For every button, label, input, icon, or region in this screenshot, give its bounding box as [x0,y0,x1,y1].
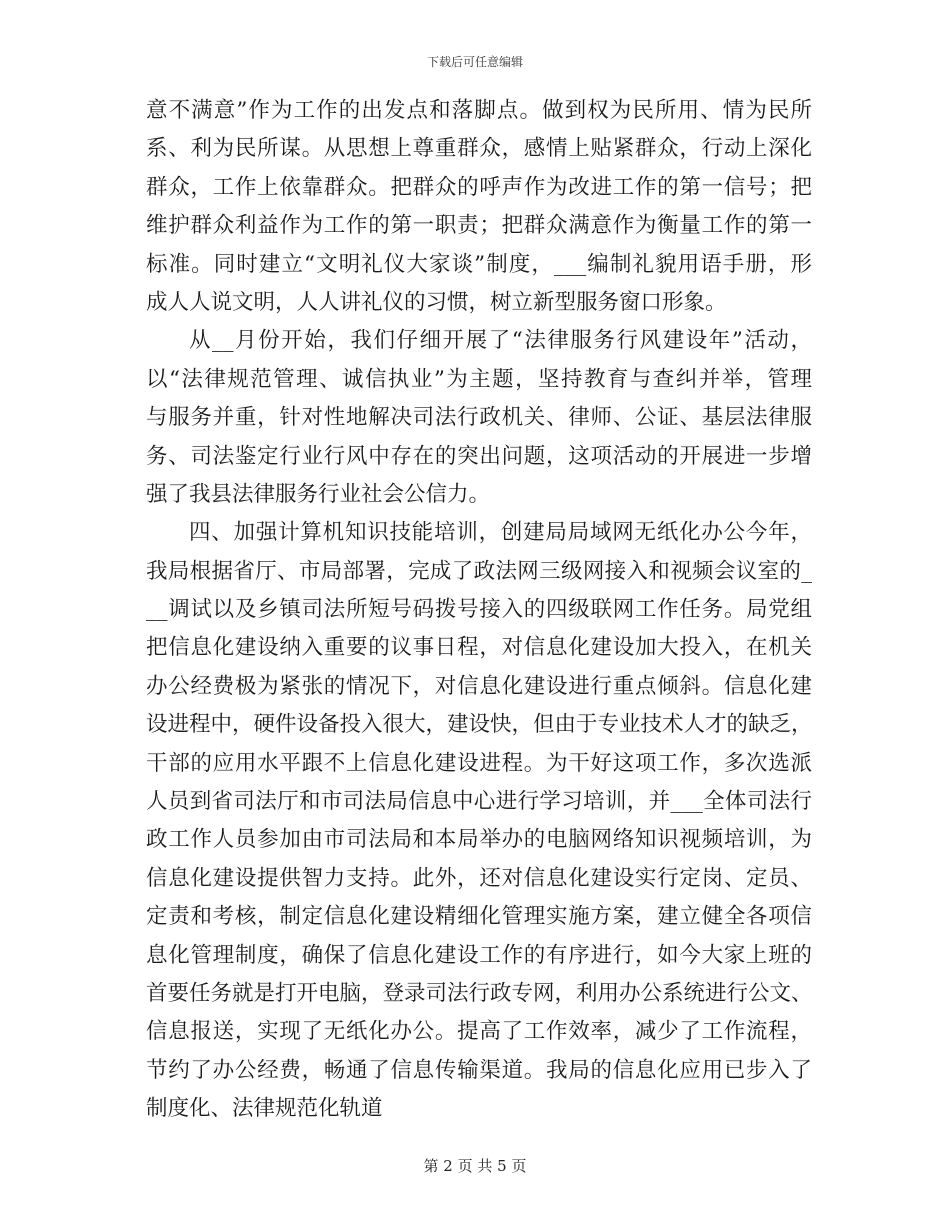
paragraph-2-line-2: 以“法律规范管理、诚信执业”为主题，坚持教育与查纠并举，管理 [146,366,812,392]
paragraph-3-line-8: 人员到省司法厅和市司法局信息中心进行学习培训，并___全体司法行 [146,789,812,815]
page-header: 下载后可任意编辑 [426,55,523,69]
paragraph-3-line-13: 首要任务就是打开电脑，登录司法行政专网，利用办公系统进行公文、 [146,980,813,1006]
paragraph-1-line-5: 标准。同时建立“文明礼仪大家谈”制度，___编制礼貌用语手册，形 [146,251,812,277]
paragraph-3-line-15: 节约了办公经费，畅通了信息传输渠道。我局的信息化应用已步入了 [146,1057,812,1083]
paragraph-3-line-11: 定责和考核，制定信息化建设精细化管理实施方案，建立健全各项信 [146,904,812,930]
paragraph-3-line-6: 设进程中，硬件设备投入很大，建设快，但由于专业技术人才的缺乏， [146,712,813,738]
paragraph-1-line-2: 系、利为民所谋。从思想上尊重群众，感情上贴紧群众，行动上深化 [146,136,812,162]
paragraph-3-line-2: 我局根据省厅、市局部署，完成了政法网三级网接入和视频会议室的_ [146,558,812,584]
paragraph-1-line-4: 维护群众利益作为工作的第一职责；把群众满意作为衡量工作的第一 [146,213,812,239]
paragraph-3-line-1: 四、加强计算机知识技能培训，创建局局域网无纸化办公今年， [189,520,812,546]
paragraph-3-line-9: 政工作人员参加由市司法局和本局举办的电脑网络知识视频培训，为 [146,827,812,853]
paragraph-3-line-5: 办公经费极为紧张的情况下，对信息化建设进行重点倾斜。信息化建 [146,673,812,699]
paragraph-1-line-1: 意不满意”作为工作的出发点和落脚点。做到权为民所用、情为民所 [146,98,812,123]
paragraph-3-line-14: 信息报送，实现了无纸化办公。提高了工作效率，减少了工作流程， [146,1019,812,1045]
paragraph-2-line-3: 与服务并重，针对性地解决司法行政机关、律师、公证、基层法律服 [146,405,812,431]
paragraph-3-line-16: 制度化、法律规范化轨道 [146,1096,383,1122]
paragraph-3-line-12: 息化管理制度，确保了信息化建设工作的有序进行，如今大家上班的 [146,942,812,968]
paragraph-3-line-4: 把信息化建设纳入重要的议事日程，对信息化建设加大投入，在机关 [146,635,812,661]
paragraph-3-line-10: 信息化建设提供智力支持。此外，还对信息化建设实行定岗、定员、 [146,865,812,891]
paragraph-2-line-5: 强了我县法律服务行业社会公信力。 [146,481,491,507]
document-body [146,92,812,1129]
paragraph-3-line-7: 干部的应用水平跟不上信息化建设进程。为干好这项工作，多次选派 [146,750,812,776]
paragraph-2-line-4: 务、司法鉴定行业行风中存在的突出问题，这项活动的开展进一步增 [146,443,812,469]
paragraph-1-line-3: 群众，工作上依靠群众。把群众的呼声作为改进工作的第一信号；把 [146,174,812,200]
paragraph-3-line-3: __调试以及乡镇司法所短号码拨号接入的四级联网工作任务。局党组 [146,597,812,623]
page-footer: 第 2 页 共 5 页 [423,1157,527,1175]
paragraph-1-line-6: 成人人说文明，人人讲礼仪的习惯，树立新型服务窗口形象。 [146,289,727,315]
paragraph-2-line-1: 从__月份开始，我们仔细开展了“法律服务行风建设年”活动， [189,328,812,354]
